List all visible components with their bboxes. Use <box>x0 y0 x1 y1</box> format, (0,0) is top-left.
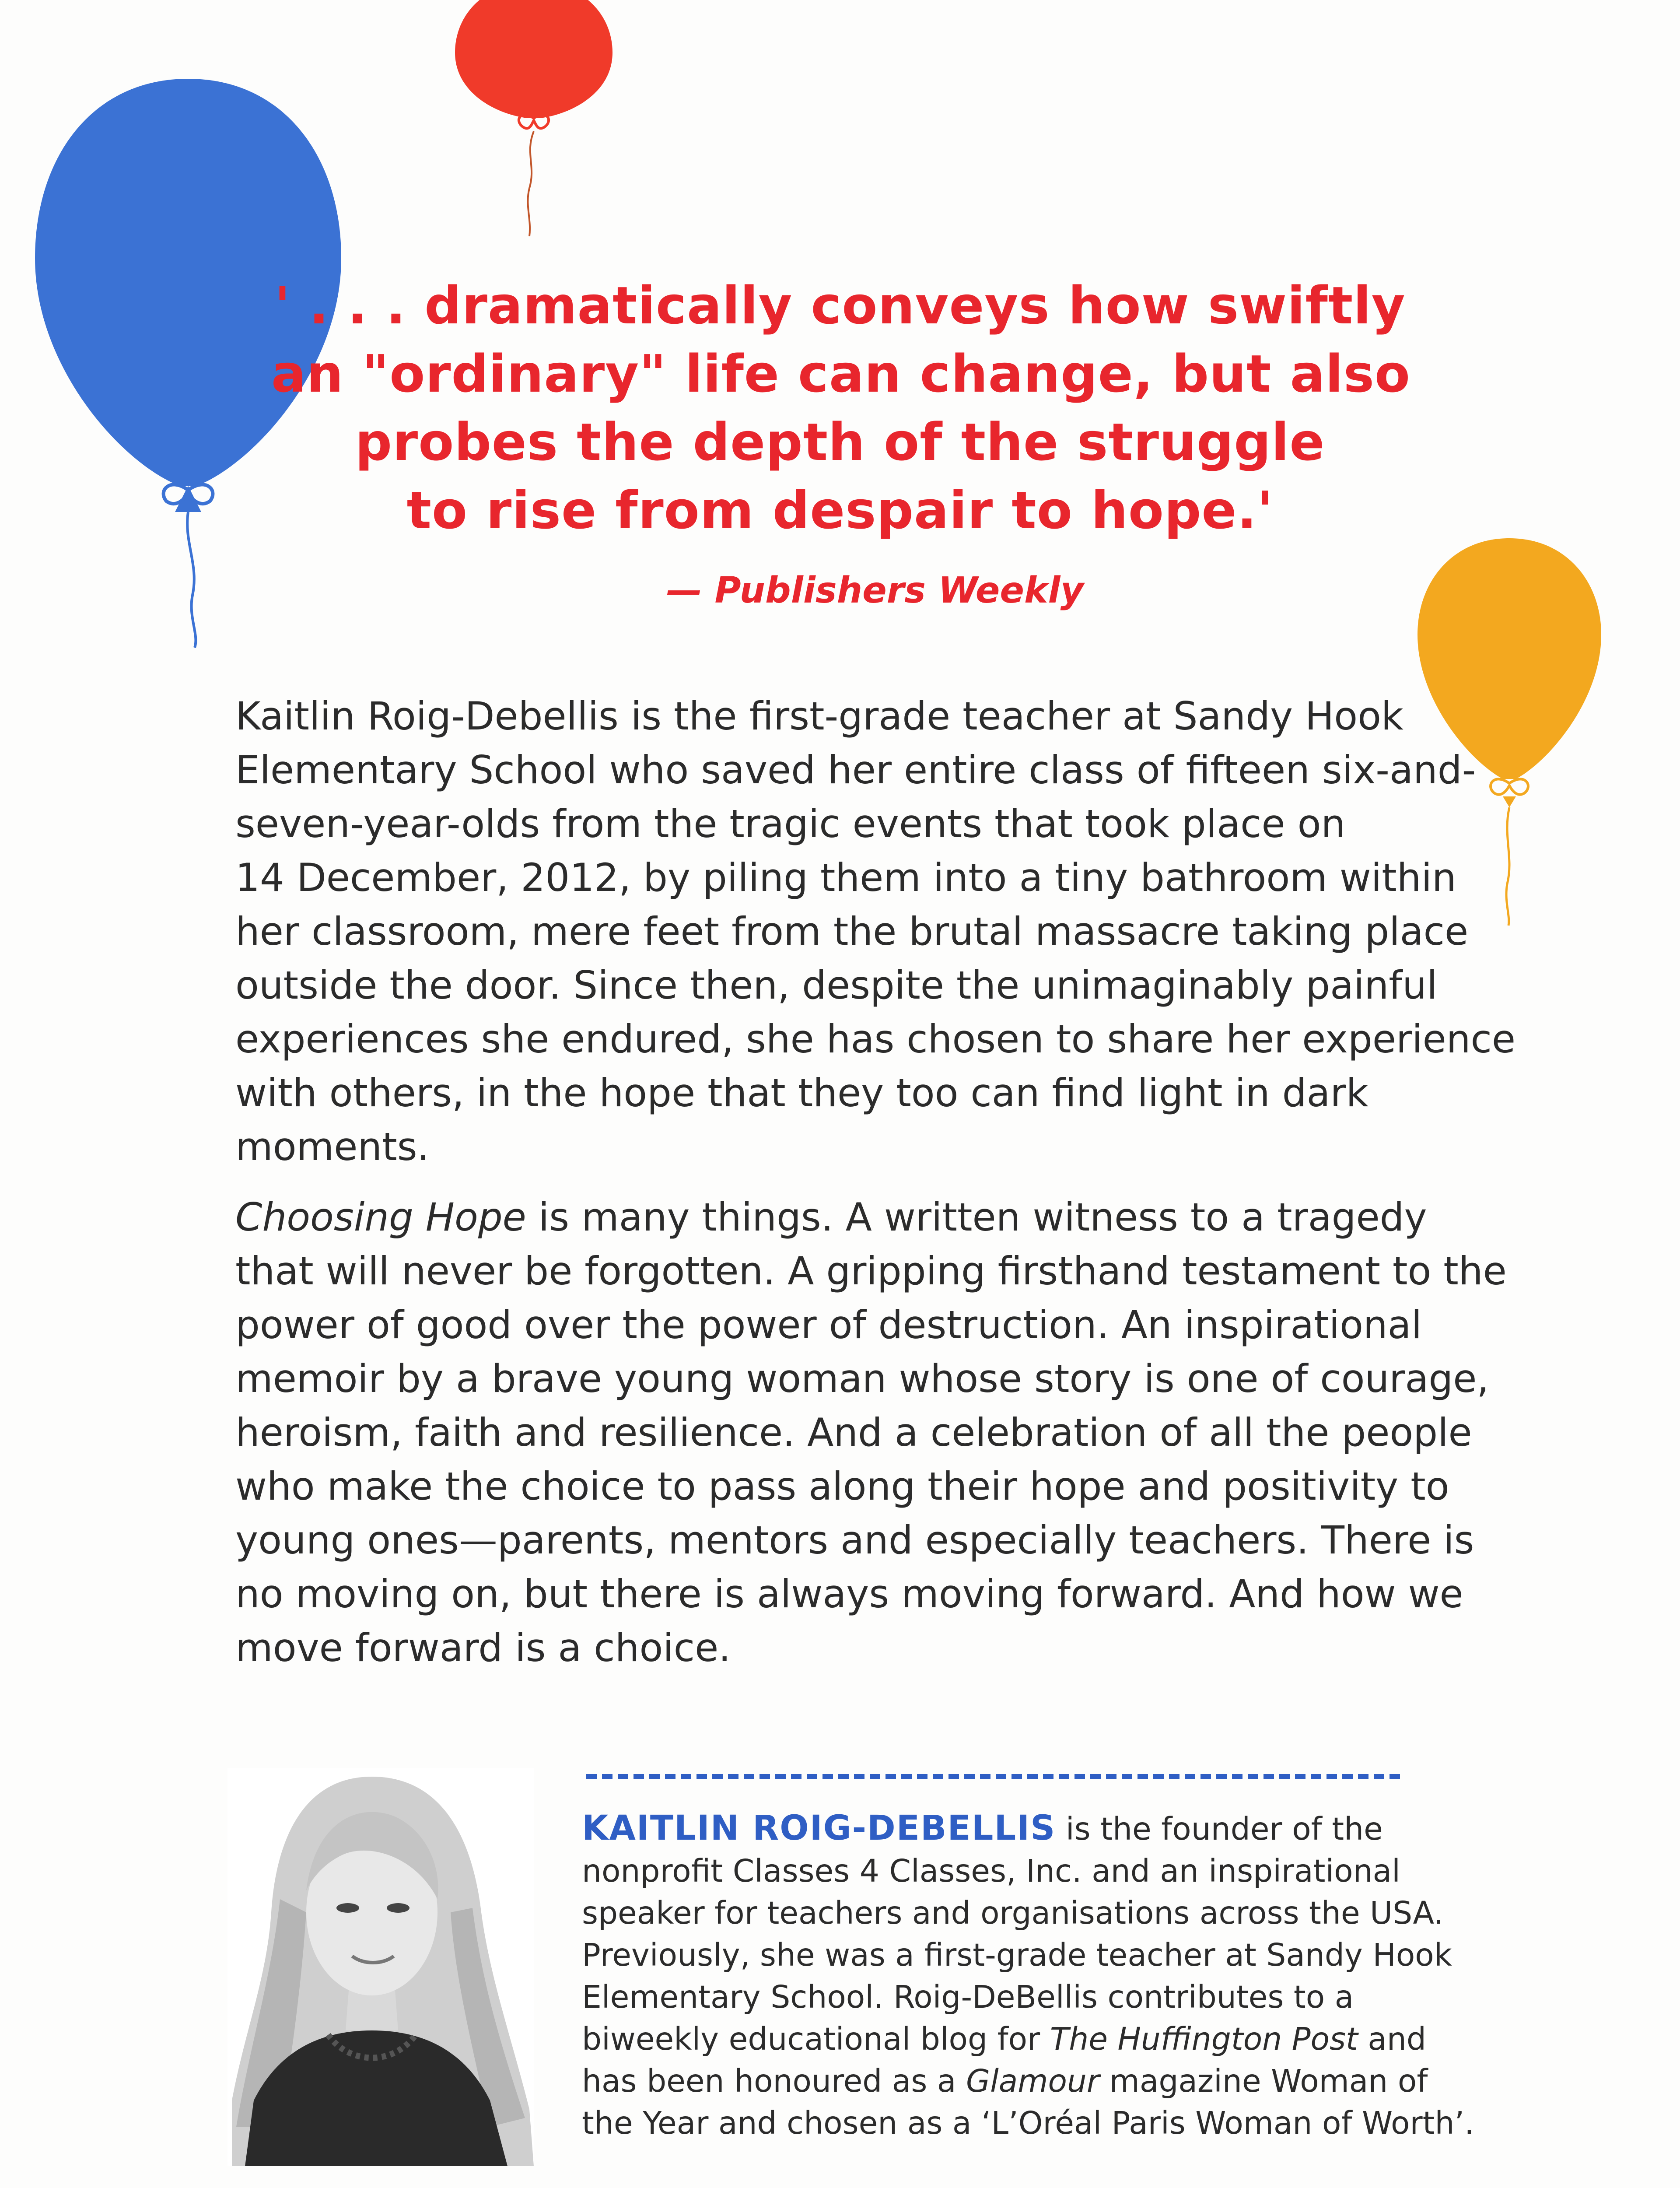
dashed-divider <box>586 1774 1400 1785</box>
text-line: outside the door. Since then, despite the unimaginably painful <box>235 963 1438 1008</box>
text-line: young ones—parents, mentors and especially teachers. There is <box>235 1518 1474 1563</box>
quote-attribution: — Publishers Weekly <box>666 570 1084 611</box>
bio-line-rest: is the founder of the <box>1056 1811 1383 1847</box>
bio-line <box>582 2060 1483 2102</box>
description-paragraph-2 <box>235 1190 1507 1675</box>
publication-name: The Huffington Post <box>1050 2021 1358 2057</box>
bio-line <box>582 1807 1483 1850</box>
quote-line: to rise from despair to hope.' <box>406 480 1274 540</box>
text-line: no moving on, but there is always moving forward. And how we <box>235 1571 1463 1616</box>
text-line: Kaitlin Roig-Debellis is the first-grade teacher at Sandy Hook <box>235 694 1404 739</box>
bio-line: Previously, she was a first-grade teacher at Sandy Hook <box>582 1937 1452 1973</box>
text-line: her classroom, mere feet from the brutal massacre taking place <box>235 909 1469 954</box>
description-paragraph-1 <box>235 689 1516 1174</box>
text-line: memoir by a brave young woman whose story is one of courage, <box>235 1356 1489 1401</box>
bio-text: has been honoured as a <box>582 2063 966 2099</box>
book-title: Choosing Hope <box>235 1195 526 1240</box>
text-line: seven-year-olds from the tragic events that took place on <box>235 801 1346 846</box>
text-line: heroism, faith and resilience. And a celebration of all the people <box>235 1410 1472 1455</box>
bio-text: and <box>1358 2021 1426 2057</box>
quote-line: ' . . . dramatically conveys how swiftly <box>274 275 1406 336</box>
red-balloon-icon <box>442 0 626 245</box>
text-line: experiences she endured, she has chosen to share her experience <box>235 1017 1516 1062</box>
bio-text: biweekly educational blog for <box>582 2021 1050 2057</box>
bio-line: speaker for teachers and organisations across the USA. <box>582 1895 1444 1931</box>
bio-line: Elementary School. Roig-DeBellis contributes to a <box>582 1979 1354 2015</box>
author-photo <box>228 1768 534 2166</box>
text-line: who make the choice to pass along their hope and positivity to <box>235 1464 1449 1509</box>
bio-text: magazine Woman of <box>1099 2063 1428 2099</box>
bio-line <box>582 2018 1483 2060</box>
text-line <box>235 1190 1434 1244</box>
text-line: moments. <box>235 1124 430 1169</box>
pull-quote <box>271 271 1409 544</box>
author-bio <box>582 1807 1483 2144</box>
quote-line: probes the depth of the struggle <box>355 412 1325 472</box>
text-line: 14 December, 2012, by piling them into a tiny bathroom within <box>235 855 1456 900</box>
text-line: that will never be forgotten. A gripping firsthand testament to the <box>235 1248 1507 1294</box>
text-line: Elementary School who saved her entire class of fifteen six-and- <box>235 747 1476 792</box>
text-line-rest: is many things. A written witness to a tragedy <box>526 1195 1427 1240</box>
quote-line: an "ordinary" life can change, but also <box>271 344 1411 404</box>
author-name: KAITLIN ROIG-DEBELLIS <box>582 1809 1056 1848</box>
magazine-name: Glamour <box>966 2063 1100 2099</box>
text-line: move forward is a choice. <box>235 1625 731 1670</box>
bio-line: the Year and chosen as a ‘L’Oréal Paris Woman of Worth’. <box>582 2105 1474 2141</box>
text-line: with others, in the hope that they too can find light in dark <box>235 1070 1368 1115</box>
text-line: power of good over the power of destruction. An inspirational <box>235 1302 1422 1347</box>
bio-line: nonprofit Classes 4 Classes, Inc. and an inspirational <box>582 1853 1400 1889</box>
